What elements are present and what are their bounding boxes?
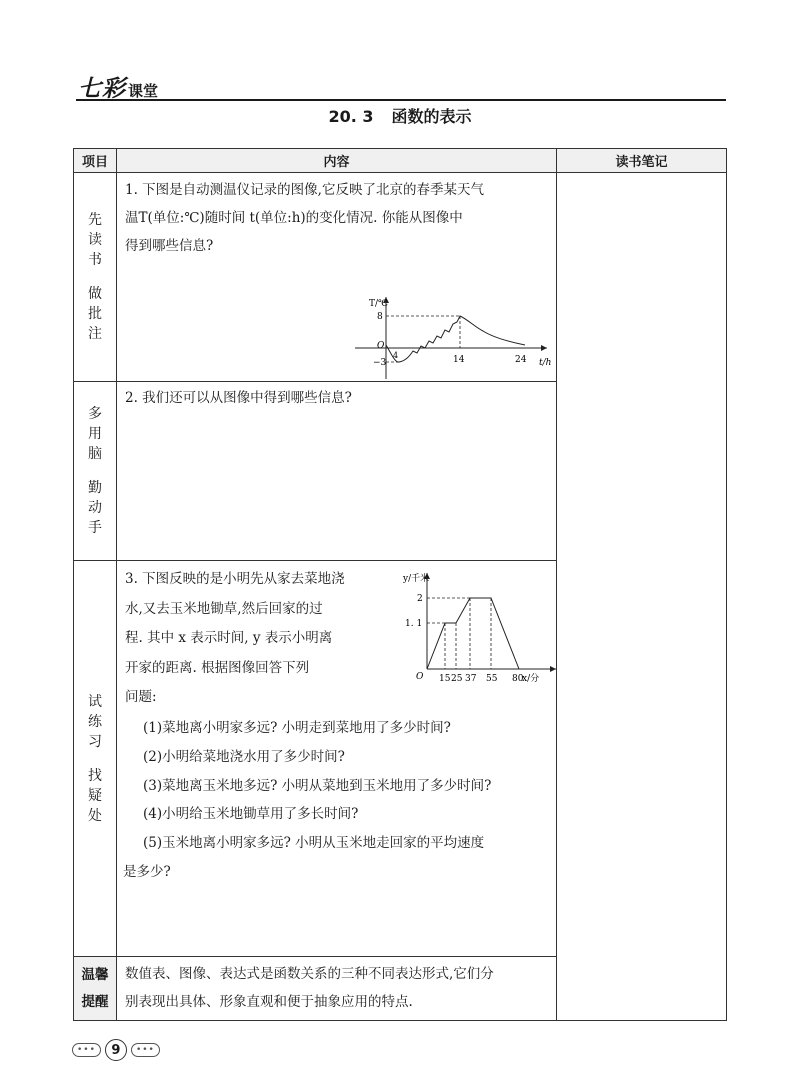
- graph2-y-axis-label: y/千米: [403, 574, 430, 584]
- graph1-x-tick-24: 24: [515, 355, 527, 365]
- warm-tip-line-2: 别表现出具体、形象直观和便于抽象应用的特点.: [125, 994, 413, 1010]
- q1-line-1: 1. 下图是自动测温仪记录的图像,它反映了北京的春季某天气: [125, 182, 484, 198]
- col-header-item: 项目: [74, 149, 117, 173]
- graph1-y-axis-label: T/℃: [369, 299, 389, 309]
- header-rule: [76, 99, 726, 101]
- q3-sub-2: (2)小明给菜地浇水用了多少时间?: [143, 748, 345, 765]
- section-title: 函数的表示: [391, 107, 472, 126]
- footer-dots-right: •••: [131, 1043, 160, 1057]
- temperature-graph: [355, 291, 555, 381]
- graph2-x-tick-55: 55: [486, 674, 498, 684]
- brand-script: 七彩: [78, 75, 126, 102]
- graph1-y-tick-minus3: −3: [373, 358, 387, 368]
- row-label-1b: 做批注: [88, 286, 102, 342]
- row-label-3b: 找疑处: [88, 767, 102, 824]
- page-footer: [72, 1039, 160, 1061]
- row-label-2: [74, 382, 117, 561]
- q3-sub-5-cont: 是多少?: [123, 863, 171, 880]
- row-label-3: [74, 561, 117, 957]
- distance-graph: [399, 569, 559, 684]
- q3-line-1: 3. 下图反映的是小明先从家去菜地浇: [125, 571, 345, 587]
- row-label-2a: 多用脑: [88, 406, 102, 462]
- col-header-content: 内容: [117, 149, 557, 173]
- question-2: 2. 我们还可以从图像中得到哪些信息?: [125, 390, 352, 406]
- question-3-cell: [117, 561, 557, 957]
- graph2-x-tick-25: 25: [451, 674, 463, 684]
- q3-line-2: 水,又去玉米地锄草,然后回家的过: [125, 600, 323, 617]
- footer-dots-left: •••: [72, 1043, 101, 1057]
- section-number: 20. 3: [328, 107, 374, 126]
- q3-line-3: 程. 其中 x 表示时间, y 表示小明离: [125, 630, 333, 646]
- warm-tip-cell: [117, 957, 557, 1021]
- q3-line-4: 开家的距离. 根据图像回答下列: [125, 659, 310, 676]
- page-number: 9: [105, 1039, 127, 1061]
- graph1-x-tick-4: 4: [393, 351, 399, 360]
- row-label-2b: 勤动手: [88, 480, 102, 536]
- graph2-origin: O: [416, 672, 424, 682]
- graph1-x-axis-label: t/h: [539, 358, 552, 368]
- row-label-1: [74, 173, 117, 382]
- question-1: [125, 176, 484, 260]
- graph2-x-tick-37: 37: [465, 674, 477, 684]
- question-1-cell: [117, 173, 557, 382]
- row-label-3a: 试练习: [88, 693, 102, 750]
- q1-line-3: 得到哪些信息?: [125, 238, 214, 254]
- warm-tip-text: [125, 960, 494, 1016]
- graph1-y-tick-8: 8: [377, 312, 383, 322]
- warm-tip-label-2: 提醒: [81, 993, 109, 1010]
- q3-sub-4: (4)小明给玉米地锄草用了多长时间?: [143, 806, 359, 823]
- row-label-1a: 先读书: [88, 212, 102, 268]
- warm-tip-label-1: 温馨: [81, 966, 109, 983]
- page-title: [0, 104, 800, 127]
- warm-tip-line-1: 数值表、图像、表达式是函数关系的三种不同表达形式,它们分: [125, 966, 494, 982]
- study-table: [73, 148, 727, 1021]
- graph2-y-tick-1.1: 1. 1: [405, 619, 423, 629]
- notes-column[interactable]: [557, 173, 727, 1021]
- graph1-origin: O: [377, 341, 385, 351]
- warm-tip-label: [74, 957, 117, 1021]
- q3-sub-5: (5)玉米地离小明家多远? 小明从玉米地走回家的平均速度: [143, 835, 485, 852]
- question-2-cell: [117, 382, 557, 561]
- q3-sub-3: (3)菜地离玉米地多远? 小明从菜地到玉米地用了多少时间?: [143, 777, 492, 794]
- q3-line-5: 问题:: [125, 689, 157, 705]
- q1-line-2: 温T(单位:℃)随时间 t(单位:h)的变化情况. 你能从图像中: [125, 210, 463, 226]
- question-3-subs: [123, 714, 492, 887]
- brand-tail: 课堂: [128, 82, 159, 100]
- q3-sub-1: (1)菜地离小明家多远? 小明走到菜地用了多少时间?: [143, 720, 451, 736]
- graph2-y-tick-2: 2: [417, 594, 423, 604]
- graph1-x-tick-14: 14: [453, 355, 465, 365]
- graph2-x-tick-15: 15: [439, 674, 451, 684]
- graph2-x-axis-label: x/分: [522, 674, 540, 684]
- graph2-x-tick-80: 80: [512, 674, 524, 684]
- question-3-intro: [125, 565, 345, 713]
- col-header-notes: 读书笔记: [557, 149, 727, 173]
